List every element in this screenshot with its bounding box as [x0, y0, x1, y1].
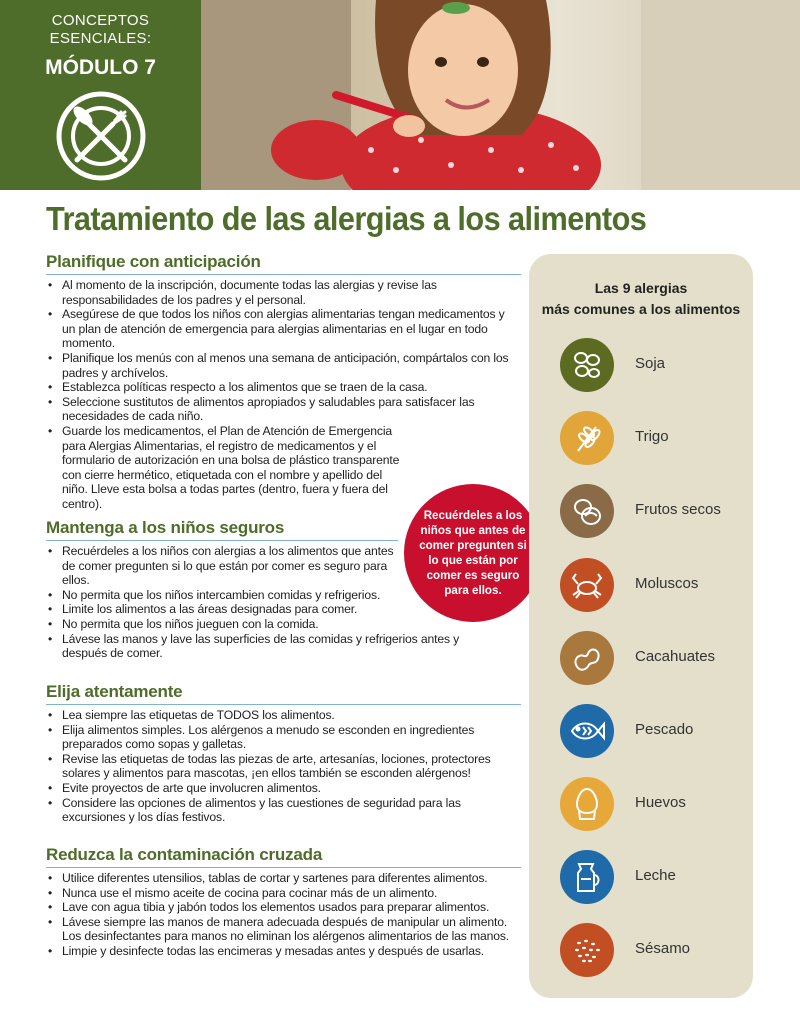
tree-nut-icon: [560, 484, 614, 538]
crab-icon: [560, 558, 614, 612]
list-item: • Al momento de la inscripción, documente todas las alergias y revise las responsabilidades de los padres y el personal.: [46, 278, 521, 307]
list-item: • Establezca políticas respecto a los alimentos que se traen de la casa.: [46, 380, 521, 395]
list-item: • Elija alimentos simples. Los alérgenos a menudo se esconden en ingredientes preparados como sopas y galletas.: [46, 723, 521, 752]
section-heading: Reduzca la contaminación cruzada: [46, 845, 521, 868]
list-item: • Lea siempre las etiquetas de TODOS los alimentos.: [46, 708, 521, 723]
kicker-line-2: ESENCIALES:: [49, 30, 152, 47]
egg-icon: [560, 777, 614, 831]
list-item: • Lávese siempre las manos de manera adecuada después de manipular un alimento. Los desinfectantes para manos no eliminan los alérgenos alimentarios de las manos.: [46, 915, 521, 944]
list-item: • Asegúrese de que todos los niños con alergias alimentarias tengan medicamentos y un plan de atención de emergencia para alergias alimentarias en el lugar en todo momento.: [46, 307, 521, 351]
allergen-item-shellfish: [560, 558, 750, 612]
allergen-label: Huevos: [635, 794, 686, 811]
list-item: • Guarde los medicamentos, el Plan de Atención de Emergencia para Alergias Alimentarias, el registro de medicamentos y el formulario de autorización en una bolsa de plástico transparente con cierre hermético, etiquetada con el nombre y apellido del niño. Lleve esta bolsa a todas partes (dentro, fuera y fuera del centro).: [46, 424, 521, 512]
list-item: • Considere las opciones de alimentos y las cuestiones de seguridad para las excursiones y los días festivos.: [46, 796, 521, 825]
wheat-icon: [560, 411, 614, 465]
list-item: • Revise las etiquetas de todas las piezas de arte, artesanías, lociones, protectores solares y alimentos para mascotas, ¡en ellos también se esconden alérgenos!: [46, 752, 521, 781]
module-block: [0, 0, 201, 190]
page-title: Tratamiento de las alergias a los alimentos: [46, 200, 647, 237]
list-item: • Lávese las manos y lave las superficies de las comidas y refrigerios antes y después de comer.: [46, 632, 466, 661]
section-cross-contamination: [46, 845, 521, 959]
bullet-list: [46, 544, 466, 661]
allergen-label: Trigo: [635, 428, 669, 445]
list-item: • Limpie y desinfecte todas las encimeras y mesadas antes y después de usarlas.: [46, 944, 521, 959]
list-item: • Evite proyectos de arte que involucren alimentos.: [46, 781, 521, 796]
bullet-list: [46, 871, 521, 959]
allergen-panel: [529, 254, 753, 998]
allergen-label: Leche: [635, 867, 676, 884]
panel-title-line-1: Las 9 alergias: [594, 280, 688, 296]
allergen-label: Frutos secos: [635, 501, 721, 518]
allergen-item-soy: [560, 338, 750, 392]
list-item: • Lave con agua tibia y jabón todos los elementos usados para preparar alimentos.: [46, 900, 521, 915]
bullet-list: [46, 278, 521, 512]
milk-icon: [560, 850, 614, 904]
section-heading: Planifique con anticipación: [46, 252, 521, 275]
section-choose-carefully: [46, 682, 521, 825]
allergen-label: Moluscos: [635, 575, 699, 592]
list-item: • Limite los alimentos a las áreas designadas para comer.: [46, 602, 466, 617]
allergen-label: Cacahuates: [635, 648, 716, 665]
allergen-item-milk: [560, 850, 750, 904]
plate-fork-knife-icon: [55, 90, 147, 182]
bullet-list: [46, 708, 521, 825]
panel-title: [529, 278, 753, 320]
peanut-icon: [560, 631, 614, 685]
allergen-item-eggs: [560, 777, 750, 831]
allergen-item-sesame: [560, 923, 750, 977]
reminder-callout: [404, 484, 542, 622]
fish-icon: [560, 704, 614, 758]
soy-icon: [560, 338, 614, 392]
list-item: • No permita que los niños jueguen con la comida.: [46, 617, 466, 632]
section-heading: Elija atentamente: [46, 682, 521, 705]
callout-text: Recuérdeles a los niños que antes de comer pregunten si lo que están por comer es seguro para ellos.: [419, 509, 527, 597]
allergen-item-wheat: [560, 411, 750, 465]
module-title: MÓDULO 7: [45, 56, 156, 79]
list-item: • Seleccione sustitutos de alimentos apropiados y saludables para satisfacer las necesidades de cada niño.: [46, 395, 521, 424]
panel-title-line-2: más comunes a los alimentos: [541, 301, 741, 317]
allergen-label: Pescado: [635, 721, 694, 738]
module-kicker: [0, 12, 201, 48]
allergen-label: Soja: [635, 355, 666, 372]
allergen-item-fish: [560, 704, 750, 758]
list-item: • No permita que los niños intercambien comidas y refrigerios.: [46, 588, 466, 603]
section-heading: Mantenga a los niños seguros: [46, 518, 398, 541]
list-item: • Utilice diferentes utensilios, tablas de cortar y sartenes para diferentes alimentos.: [46, 871, 521, 886]
allergen-item-tree-nuts: [560, 484, 750, 538]
list-item: • Nunca use el mismo aceite de cocina para cocinar más de un alimento.: [46, 886, 521, 901]
section-plan-ahead: [46, 252, 521, 512]
kicker-line-1: CONCEPTOS: [51, 12, 150, 29]
header: [0, 0, 800, 190]
child-eating-photo: [201, 0, 800, 190]
allergen-label: Sésamo: [635, 940, 691, 957]
sesame-icon: [560, 923, 614, 977]
list-item: • Planifique los menús con al menos una semana de anticipación, compártalos con los padres y archívelos.: [46, 351, 521, 380]
allergen-item-peanuts: [560, 631, 750, 685]
list-item: • Recuérdeles a los niños con alergias a los alimentos que antes de comer pregunten si lo que están por comer es seguro para ellos.: [46, 544, 396, 588]
